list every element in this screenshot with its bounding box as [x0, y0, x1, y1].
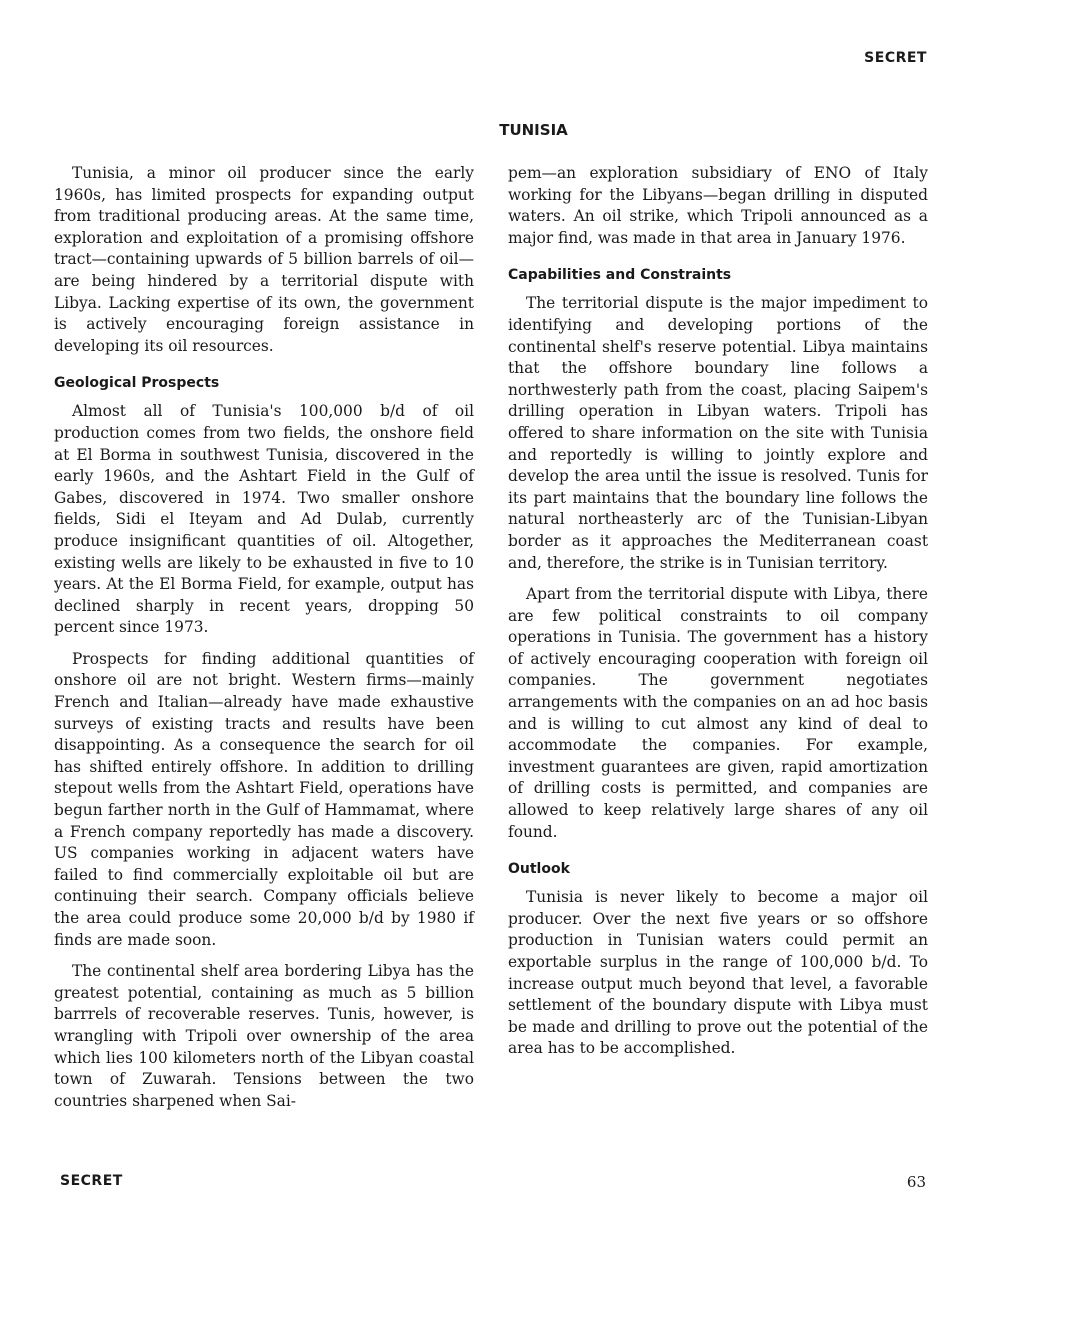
page-number: 63	[906, 1173, 926, 1191]
continued-paragraph: pem—an exploration subsidiary of ENO of Italy working for the Libyans—began drilling in disputed waters. An oil strike, which Tripoli announced as a major find, was made in that area in January 1976.	[508, 164, 928, 247]
classification-marking-bottom: SECRET	[60, 1173, 123, 1189]
outlook-paragraph: Tunisia is never likely to become a major oil producer. Over the next five years or so offshore production in Tunisian waters could permit an exportable surplus in the range of 100,000 b/d. To increase output much beyond that level, a favorable settlement of the boundary dispute with Libya must be made and drilling to prove out the potential of the area has to be accomplished.	[508, 888, 928, 1058]
intro-paragraph: Tunisia, a minor oil producer since the early 1960s, has limited prospects for expanding output from traditional producing areas. At the same time, exploration and exploitation of a promising offshore tract—containing upwards of 5 billion barrels of oil—are being hindered by a territorial dispute with Libya. Lacking expertise of its own, the government is actively encouraging foreign assistance in developing its oil resources.	[54, 164, 474, 355]
geological-paragraph-2: Prospects for finding additional quantities of onshore oil are not bright. Western firms—mainly French and Italian—already have made exhaustive surveys of existing tracts and results have been disappointing. As a consequence the search for oil has shifted entirely offshore. In addition to drilling stepout wells from the Ashtart Field, operations have begun farther north in the Gulf of Hammamat, where a French company reportedly has made a discovery. US companies working in adjacent waters have failed to find commercially exploitable oil but are continuing their search. Company officials believe the area could produce some 20,000 b/d by 1980 if finds are made soon.	[54, 649, 474, 949]
left-column	[54, 163, 474, 1122]
geological-paragraph-3: The continental shelf area bordering Libya has the greatest potential, containing as much as 5 billion barrrels of recoverable reserves. Tunis, however, is wrangling with Tripoli over ownership of the area which lies 100 kilometers north of the Libyan coastal town of Zuwarah. Tensions between the two countries sharpened when Sai-	[54, 962, 474, 1110]
right-column	[508, 163, 928, 1070]
page-title: TUNISIA	[499, 121, 568, 139]
section-heading-capabilities: Capabilities and Constraints	[508, 267, 732, 284]
capabilities-paragraph-1: The territorial dispute is the major impediment to identifying and developing portions of the continental shelf's reserve potential. Libya maintains that the offshore boundary line follows a northwesterly path from the coast, placing Saipem's drilling operation in Libyan waters. Tripoli has offered to share information on the site with Tunisia and reportedly is willing to jointly explore and develop the area until the issue is resolved. Tunis for its part maintains that the boundary line follows the natural northeasterly arc of the Tunisian-Libyan border as it approaches the Mediterranean coast and, therefore, the strike is in Tunisian territory.	[508, 294, 928, 572]
capabilities-paragraph-2: Apart from the territorial dispute with Libya, there are few political constraints to oil company operations in Tunisia. The government has a history of actively encouraging cooperation with foreign oil companies. The government negotiates arrangements with the companies on an ad hoc basis and is willing to cut almost any kind of deal to accommodate the companies. For example, investment guarantees are given, rapid amortization of drilling costs is permitted, and companies are allowed to keep relatively large shares of any oil found.	[508, 585, 928, 841]
section-heading-outlook: Outlook	[508, 861, 570, 878]
section-heading-geological-prospects: Geological Prospects	[54, 375, 220, 392]
classification-marking-top: SECRET	[864, 50, 927, 66]
geological-paragraph-1: Almost all of Tunisia's 100,000 b/d of oil production comes from two fields, the onshore field at El Borma in southwest Tunisia, discovered in the early 1960s, and the Ashtart Field in the Gulf of Gabes, discovered in 1974. Two smaller onshore fields, Sidi el Iteyam and Ad Dulab, currently produce insignificant quantities of oil. Altogether, existing wells are likely to be exhausted in five to 10 years. At the El Borma Field, for example, output has declined sharply in recent years, dropping 50 percent since 1973.	[54, 402, 474, 637]
